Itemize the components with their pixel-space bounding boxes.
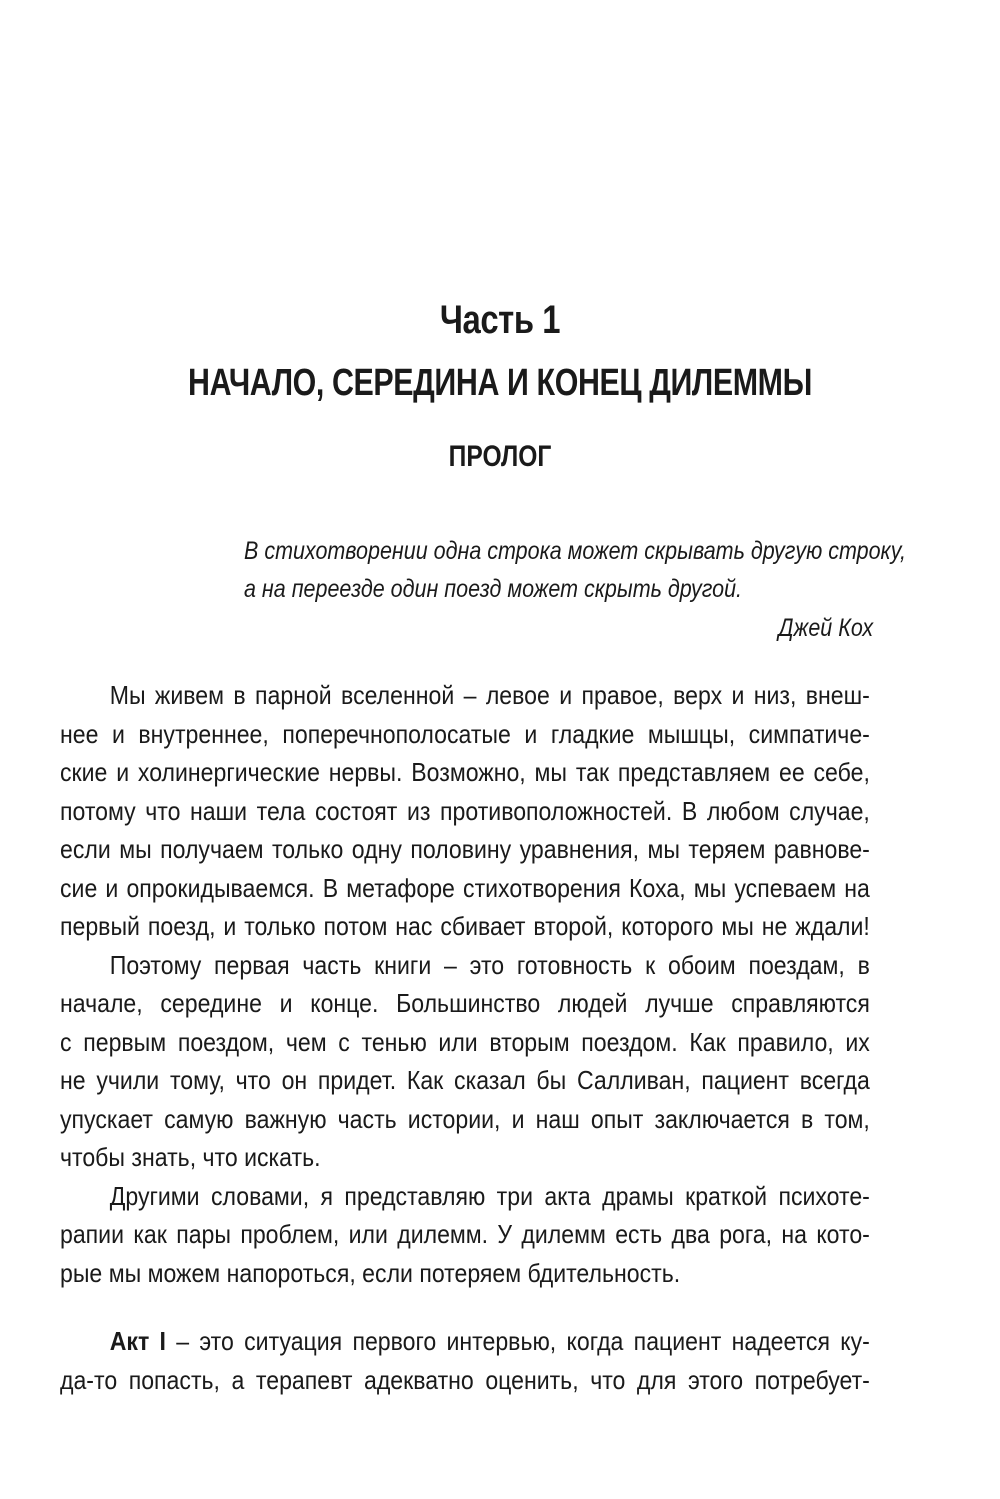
act-lead: Акт I [109, 1326, 166, 1356]
epigraph-author: Джей Кох [778, 614, 873, 642]
part-title: Часть 1 [439, 298, 561, 342]
paragraph-line: упускает самую важную часть истории, и наш опыт заключается в том, [60, 1103, 870, 1134]
paragraph-line: рые мы можем напороться, если потеряем бдительность. [60, 1257, 681, 1288]
paragraph-line: чтобы знать, что искать. [60, 1142, 321, 1172]
act-paragraph-line [60, 1322, 870, 1361]
paragraph-line: сие и опрокидываемся. В метафоре стихотворения Коха, мы успеваем на [60, 872, 870, 903]
body-text [60, 676, 870, 1399]
paragraph-line: Другими словами, я представляю три акта драмы краткой психоте- [109, 1180, 870, 1211]
epigraph-line: В стихотворении одна строка может скрывать другую строку, [244, 537, 906, 565]
paragraph-line: если мы получаем только одну половину уравнения, мы теряем равнове- [60, 834, 870, 864]
paragraph-line: начале, середине и конце. Большинство людей лучше справляются [60, 988, 870, 1018]
paragraph-line: потому что наши тела состоят из противоположностей. В любом случае, [60, 795, 870, 826]
paragraph-line: с первым поездом, чем с тенью или вторым поездом. Как правило, их [60, 1026, 870, 1057]
epigraph-line: а на переезде один поезд может скрыть другой. [244, 575, 743, 603]
paragraph-line: Поэтому первая часть книги – это готовность к обоим поездам, в [109, 949, 870, 980]
paragraph-line: ские и холинергические нервы. Возможно, мы так представляем ее себе, [60, 757, 870, 787]
act-paragraph-line: да-то попасть, а терапевт адекватно оценить, что для этого потребует- [60, 1364, 870, 1395]
paragraph-line: Мы живем в парной вселенной – левое и правое, верх и низ, внеш- [109, 680, 870, 710]
paragraph-line: не учили тому, что он придет. Как сказал бы Салливан, пациент всегда [60, 1065, 870, 1095]
section-gap [60, 1292, 870, 1322]
paragraph-line: первый поезд, и только потом нас сбивает второй, которого мы не ждали! [60, 911, 870, 941]
act-first-line-rest: – это ситуация первого интервью, когда пациент надеется ку- [165, 1326, 870, 1356]
prologue-title: ПРОЛОГ [448, 440, 552, 473]
epigraph [244, 532, 906, 608]
paragraph-line: рапии как пары проблем, или дилемм. У дилемм есть два рога, на кото- [60, 1219, 870, 1249]
chapter-title: НАЧАЛО, СЕРЕДИНА И КОНЕЦ ДИЛЕММЫ [188, 362, 812, 404]
paragraph-line: нее и внутреннее, поперечнополосатые и гладкие мышцы, симпатиче- [60, 718, 870, 749]
